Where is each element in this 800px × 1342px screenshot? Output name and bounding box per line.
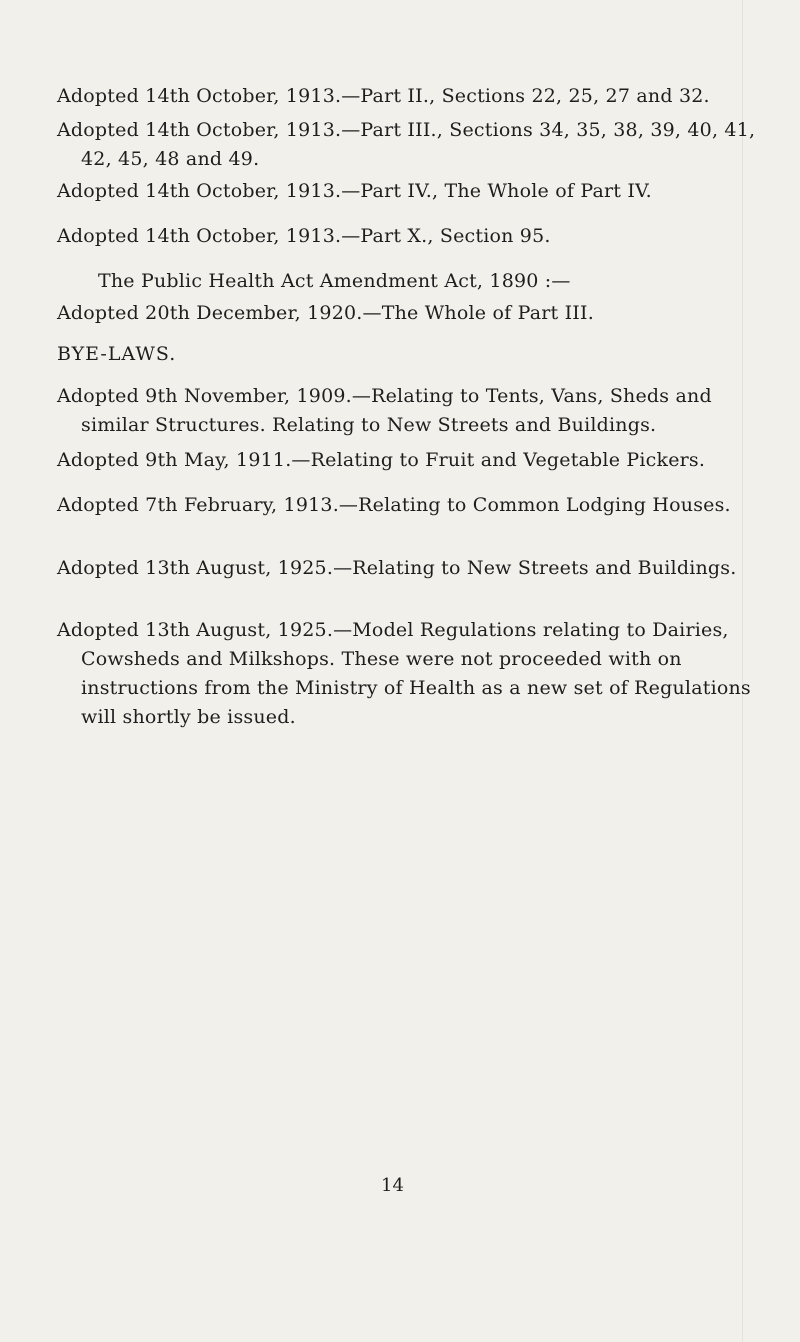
page-number: 14 <box>381 1175 404 1196</box>
paragraph-amendment-part-iii: Adopted 20th December, 1920.—The Whole of Part III. <box>57 302 594 324</box>
paragraph-bye-law-1911: Adopted 9th May, 1911.—Relating to Fruit and Vegetable Pickers. <box>57 449 706 471</box>
paragraph-part-iv: Adopted 14th October, 1913.—Part IV., The Whole of Part IV. <box>57 180 652 202</box>
paragraph-bye-law-1913: Adopted 7th February, 1913.—Relating to Common Lodging Houses. <box>57 494 731 516</box>
paragraph-bye-law-1909: Adopted 9th November, 1909.—Relating to Tents, Vans, Sheds and similar Structures. Relating to New Streets and Buildings. <box>57 385 712 436</box>
paragraph-part-x: Adopted 14th October, 1913.—Part X., Section 95. <box>57 225 551 247</box>
paragraph-part-ii: Adopted 14th October, 1913.—Part II., Sections 22, 25, 27 and 32. <box>57 85 710 107</box>
act-heading: The Public Health Act Amendment Act, 1890 :— <box>98 270 571 292</box>
paragraph-part-iii: Adopted 14th October, 1913.—Part III., Sections 34, 35, 38, 39, 40, 41, 42, 45, 48 and 49. <box>57 119 756 170</box>
bye-laws-heading: BYE-LAWS. <box>57 343 177 365</box>
paragraph-bye-law-1925-streets: Adopted 13th August, 1925.—Relating to New Streets and Buildings. <box>57 557 737 579</box>
paragraph-bye-law-1925-dairies: Adopted 13th August, 1925.—Model Regulations relating to Dairies, Cowsheds and Milkshops. These were not proceeded with on instructions from the Ministry of Health as a new set of Regulations will shortly be issued. <box>57 619 751 728</box>
